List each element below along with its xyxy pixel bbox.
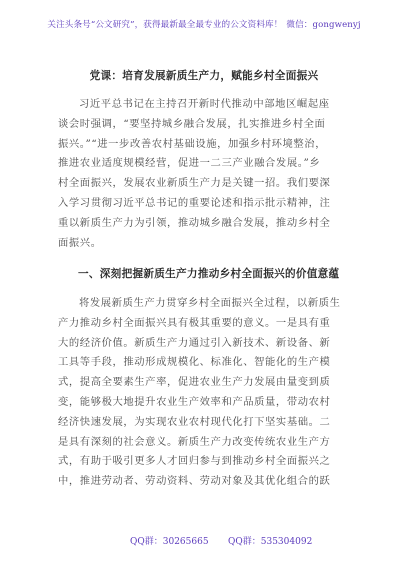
paragraph-line: 变，能够极大地提升农业生产效率和产品质量，带动农村 xyxy=(58,395,331,408)
wechat-id: gongwenyj xyxy=(312,20,361,30)
paragraph-line: 经济快速发展，为实现农业农村现代化打下坚实基础。二 xyxy=(58,415,331,428)
paragraph-line: 面振兴。 xyxy=(58,236,102,249)
paragraph-line: 振兴。”“进一步改善农村基础设施，加强乡村环境整治， xyxy=(58,137,327,150)
promo-text: 关注头条号“公文研究”，获得最新最全最专业的公文资料库！ xyxy=(47,20,283,30)
section-heading: 一、深刻把握新质生产力推动乡村全面振兴的价值意蕴 xyxy=(78,268,340,280)
paragraph-line: 重以新质生产力为引领，推动城乡融合发展，推动乡村全 xyxy=(58,216,331,229)
promo-banner xyxy=(30,18,378,30)
paragraph-line: 中，推进劳动者、劳动资料、劳动对象及其优化组合的跃 xyxy=(58,475,331,488)
paragraph-line: 谈会时强调，“要坚持城乡融合发展，扎实推进乡村全面 xyxy=(58,117,326,130)
intro-paragraph xyxy=(58,95,358,253)
section-paragraph xyxy=(58,294,358,492)
document-title: 党课：培育发展新质生产力，赋能乡村全面振兴 xyxy=(89,70,319,82)
paragraph-line: 将发展新质生产力贯穿乡村全面振兴全过程，以新质生 xyxy=(79,297,341,309)
paragraph-line: 是具有深刻的社会意义。新质生产力改变传统农业生产方 xyxy=(58,435,331,448)
qq-group-1: QQ群：30265665 xyxy=(130,537,209,547)
paragraph-line: 产力推动乡村全面振兴具有极其重要的意义。一是具有重 xyxy=(58,316,331,329)
paragraph-line: 推进农业适度规模经营，促进一二三产业融合发展。”乡 xyxy=(58,157,321,170)
paragraph-line: 村全面振兴，发展农业新质生产力是关键一招。我们要深 xyxy=(58,177,331,190)
paragraph-line: 大的经济价值。新质生产力通过引入新技术、新设备、新 xyxy=(58,336,331,349)
paragraph-line: 式，有助于吸引更多人才回归参与到推动乡村全面振兴之 xyxy=(58,455,331,468)
paragraph-line: 工具等手段，推动形成规模化、标准化、智能化的生产模 xyxy=(58,356,331,369)
wechat-label: 微信： xyxy=(286,20,313,30)
qq-group-2: QQ群：535304092 xyxy=(228,537,313,547)
paragraph-line: 习近平总书记在主持召开新时代推动中部地区崛起座 xyxy=(79,98,330,110)
paragraph-line: 式，提高全要素生产率，促进农业生产力发展由量变到质 xyxy=(58,376,331,389)
paragraph-line: 入学习贯彻习近平总书记的重要论述和指示批示精神，注 xyxy=(58,196,331,209)
